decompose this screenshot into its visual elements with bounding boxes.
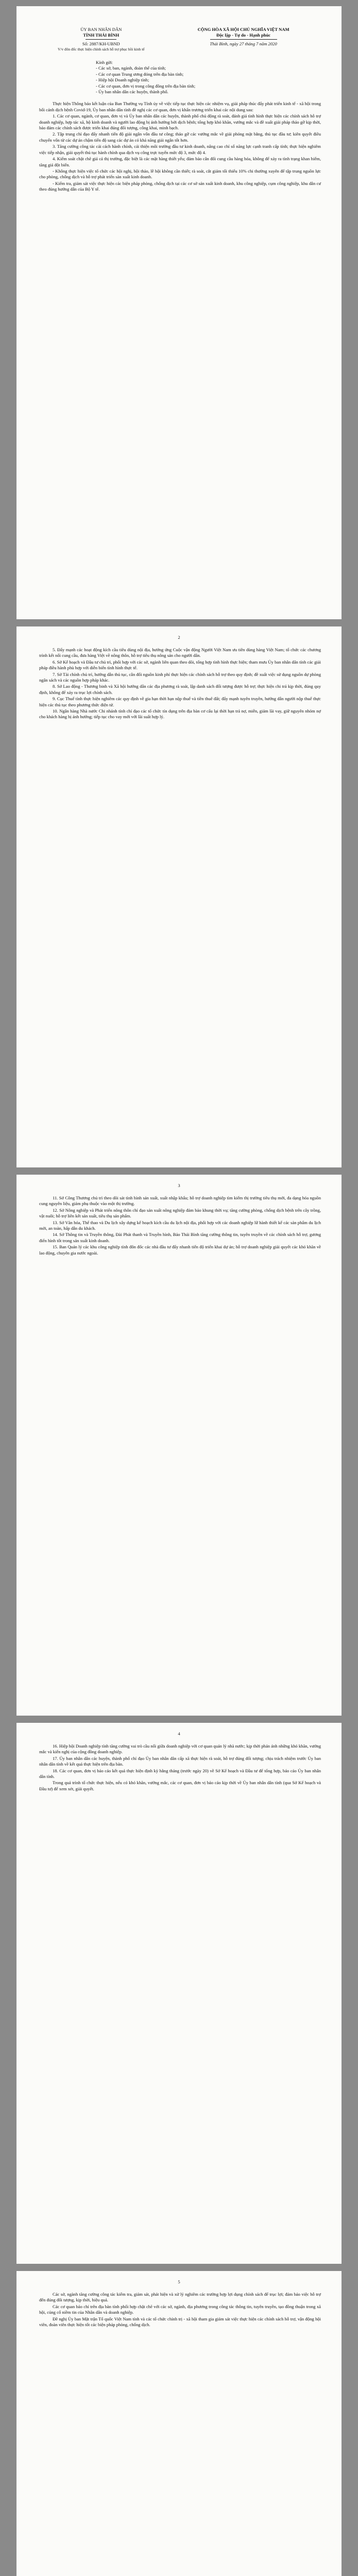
document-subject: V/v đôn đốc thực hiện chính sách hỗ trợ phục hồi kinh tế [58, 47, 145, 52]
document-page-5 [16, 2271, 342, 2576]
body-paragraph: 10. Ngân hàng Nhà nước Chi nhánh tỉnh chỉ đạo các tổ chức tín dụng trên địa bàn cơ cấu lại thời hạn trả nợ, miễn, giảm lãi vay, giữ nguyên nhóm nợ cho khách hàng bị ảnh hưởng; tiếp tục cho vay mới với lãi suất hợp lý. [39, 708, 321, 720]
body-paragraph: 9. Cục Thuế tỉnh thực hiện nghiêm các quy định về gia hạn thời hạn nộp thuế và tiền thuê đất; đẩy mạnh tuyên truyền, hướng dẫn người nộp thuế thực hiện các thủ tục theo phương thức điện tử. [39, 696, 321, 707]
body-paragraph: Các cơ quan báo chí trên địa bàn tỉnh phối hợp chặt chẽ với các sở, ngành, địa phương trong công tác thông tin, tuyên truyền, tạo đồng thuận trong xã hội, củng cố niềm tin của Nhân dân và doanh nghiệp. [39, 2303, 321, 2315]
recipient-item: - Các sở, ban, ngành, đoàn thể của tỉnh; [96, 65, 166, 71]
recipients-title: Kính gửi: [96, 60, 113, 65]
motto-underline [210, 39, 277, 40]
body-paragraph: 18. Các cơ quan, đơn vị báo cáo kết quả thực hiện định kỳ hằng tháng (trước ngày 20) về Sở Kế hoạch và Đầu tư để tổng hợp, báo cáo Ủy ban nhân dân tỉnh. [39, 1768, 321, 1780]
body-paragraph: 17. Ủy ban nhân dân các huyện, thành phố chỉ đạo Ủy ban nhân dân cấp xã thực hiện rà soát, hỗ trợ đúng đối tượng; chịu trách nhiệm trước Ủy ban nhân dân tỉnh về kết quả thực hiện trên địa bàn. [39, 1755, 321, 1767]
recipient-item: - Hiệp hội Doanh nghiệp tỉnh; [96, 77, 149, 83]
body-paragraph: 13. Sở Văn hóa, Thể thao và Du lịch xây dựng kế hoạch kích cầu du lịch nội địa, phối hợp với các doanh nghiệp lữ hành thiết kế các sản phẩm du lịch mới, an toàn, hấp dẫn du khách. [39, 1219, 321, 1231]
body-paragraph: Thực hiện Thông báo kết luận của Ban Thường vụ Tỉnh ủy về việc tiếp tục thực hiện các nhiệm vụ, giải pháp thúc đẩy phát triển kinh tế - xã hội trong bối cảnh dịch bệnh Covid-19, Ủy ban nhân dân tỉnh đề nghị các cơ quan, đơn vị khẩn trương triển khai các nội dung sau: [39, 101, 321, 112]
body-paragraph: 8. Sở Lao động - Thương binh và Xã hội hướng dẫn các địa phương rà soát, lập danh sách đối tượng được hỗ trợ; thực hiện chi trả kịp thời, đúng quy định, không để xảy ra trục lợi chính sách. [39, 684, 321, 695]
recipient-item: - Ủy ban nhân dân các huyện, thành phố. [96, 89, 168, 95]
document-page-4 [16, 1723, 342, 2264]
body-paragraph: Đề nghị Ủy ban Mặt trận Tổ quốc Việt Nam tỉnh và các tổ chức chính trị - xã hội tham gia giám sát việc thực hiện các chính sách hỗ trợ, vận động hội viên, đoàn viên thực hiện tốt các biện pháp phòng, chống dịch. [39, 2316, 321, 2328]
body-paragraph: 3. Tăng cường công tác cải cách hành chính, cải thiện môi trường đầu tư kinh doanh, nâng cao chỉ số năng lực cạnh tranh cấp tỉnh; thực hiện nghiêm việc tiếp nhận, giải quyết thủ tục hành chính qua dịch vụ công trực tuyến mức độ 3, mức độ 4. [39, 144, 321, 155]
body-paragraph: 15. Ban Quản lý các khu công nghiệp tỉnh đôn đốc các nhà đầu tư đẩy nhanh tiến độ triển khai dự án; hỗ trợ doanh nghiệp giải quyết các khó khăn về lao động, chuyên gia nước ngoài. [39, 1244, 321, 1256]
page-number: 4 [178, 1731, 180, 1736]
issuer-block [39, 27, 163, 52]
body-paragraph: 11. Sở Công Thương chủ trì theo dõi sát tình hình sản xuất, xuất nhập khẩu; hỗ trợ doanh nghiệp tìm kiếm thị trường tiêu thụ mới, đa dạng hóa nguồn cung nguyên liệu, giảm phụ thuộc vào một thị trường. [39, 1195, 321, 1207]
body-paragraph: Trong quá trình tổ chức thực hiện, nếu có khó khăn, vướng mắc, các cơ quan, đơn vị báo cáo kịp thời về Ủy ban nhân dân tỉnh (qua Sở Kế hoạch và Đầu tư) để xem xét, giải quyết. [39, 1780, 321, 1791]
body-paragraph: 16. Hiệp hội Doanh nghiệp tỉnh tăng cường vai trò cầu nối giữa doanh nghiệp với cơ quan quản lý nhà nước; kịp thời phản ánh những khó khăn, vướng mắc và kiến nghị của cộng đồng doanh nghiệp. [39, 1743, 321, 1755]
recipient-item: - Các cơ quan Trung ương đóng trên địa bàn tỉnh; [96, 71, 184, 77]
issuer-underline [86, 39, 116, 40]
document-header [39, 27, 321, 52]
document-page-3 [16, 1175, 342, 1716]
body-paragraph: 14. Sở Thông tin và Truyền thông, Đài Phát thanh và Truyền hình, Báo Thái Bình tăng cường thông tin, tuyên truyền về các chính sách hỗ trợ, gương điển hình tốt trong sản xuất kinh doanh. [39, 1232, 321, 1243]
document-body-page-1 [39, 101, 321, 192]
country-motto: Độc lập - Tự do - Hạnh phúc [216, 32, 271, 38]
body-paragraph: 12. Sở Nông nghiệp và Phát triển nông thôn chỉ đạo sản xuất nông nghiệp đảm bảo khung thời vụ; tăng cường phòng, chống dịch bệnh trên cây trồng, vật nuôi; hỗ trợ liên kết sản xuất, tiêu thụ sản phẩm. [39, 1207, 321, 1219]
body-paragraph: - Kiểm tra, giám sát việc thực hiện các biện pháp phòng, chống dịch tại các cơ sở sản xuất kinh doanh, khu công nghiệp, cụm công nghiệp, khu dân cư theo đúng hướng dẫn của Bộ Y tế. [39, 180, 321, 192]
country-name: CỘNG HÒA XÃ HỘI CHỦ NGHĨA VIỆT NAM [197, 27, 289, 32]
body-paragraph: 1. Các cơ quan, ngành, cơ quan, đơn vị và Ủy ban nhân dân các huyện, thành phố chủ động rà soát, đánh giá tình hình thực hiện các chính sách hỗ trợ doanh nghiệp, hợp tác xã, hộ kinh doanh và người lao động bị ảnh hưởng bởi dịch bệnh; tổng hợp khó khăn, vướng mắc và đề xuất giải pháp tháo gỡ kịp thời, bảo đảm các chính sách được triển khai đúng đối tượng, công khai, minh bạch. [39, 113, 321, 131]
body-paragraph: - Không thực hiện việc tổ chức các hội nghị, hội thảo, lễ hội không cần thiết; rà soát, cắt giảm tối thiểu 10% chi thường xuyên để tập trung nguồn lực cho phòng, chống dịch và hỗ trợ phát triển sản xuất kinh doanh. [39, 168, 321, 180]
issuer-org-line2: TỈNH THÁI BÌNH [83, 32, 120, 38]
body-paragraph: Các sở, ngành tăng cường công tác kiểm tra, giám sát, phát hiện và xử lý nghiêm các trường hợp lợi dụng chính sách để trục lợi; đảm bảo việc hỗ trợ đến đúng đối tượng, kịp thời, hiệu quả. [39, 2292, 321, 2303]
body-paragraph: 7. Sở Tài chính chủ trì, hướng dẫn thủ tục, cân đối nguồn kinh phí thực hiện các chính sách hỗ trợ theo quy định; đề xuất việc sử dụng nguồn dự phòng ngân sách và các nguồn hợp pháp khác. [39, 671, 321, 683]
body-paragraph: 6. Sở Kế hoạch và Đầu tư chủ trì, phối hợp với các sở, ngành liên quan theo dõi, tổng hợp tình hình thực hiện; tham mưu Ủy ban nhân dân tỉnh các giải pháp điều hành phù hợp với diễn biến tình hình thực tế. [39, 659, 321, 671]
recipient-item: - Các cơ quan, đơn vị trong công đồng trên địa bàn tỉnh; [96, 83, 196, 89]
body-paragraph: 5. Đẩy mạnh các hoạt động kích cầu tiêu dùng nội địa, hưởng ứng Cuộc vận động Người Việt Nam ưu tiên dùng hàng Việt Nam; tổ chức các chương trình kết nối cung cầu, đưa hàng Việt về nông thôn, hỗ trợ tiêu thụ nông sản cho người dân. [39, 647, 321, 658]
document-page-1 [16, 6, 342, 619]
page-number: 2 [178, 635, 180, 640]
document-number: Số: 2887/KH-UBND [82, 41, 120, 46]
recipients-block [96, 60, 321, 95]
document-page-2 [16, 626, 342, 1167]
country-block [166, 27, 321, 52]
place-date: Thái Bình, ngày 27 tháng 7 năm 2020 [210, 41, 277, 46]
page-number: 3 [178, 1183, 180, 1188]
body-paragraph: 4. Kiểm soát chặt chẽ giá cả thị trường, đặc biệt là các mặt hàng thiết yếu; đảm bảo cân đối cung cầu hàng hóa, không để xảy ra tình trạng khan hiếm, tăng giá đột biến. [39, 156, 321, 167]
body-paragraph: 2. Tập trung chỉ đạo đẩy nhanh tiến độ giải ngân vốn đầu tư công; tháo gỡ các vướng mắc về giải phóng mặt bằng, thủ tục đầu tư; kiên quyết điều chuyển vốn từ các dự án chậm tiến độ sang các dự án có khả năng giải ngân tốt hơn. [39, 131, 321, 143]
issuer-org-line1: ỦY BAN NHÂN DÂN [80, 27, 122, 32]
page-number: 5 [178, 2279, 180, 2284]
